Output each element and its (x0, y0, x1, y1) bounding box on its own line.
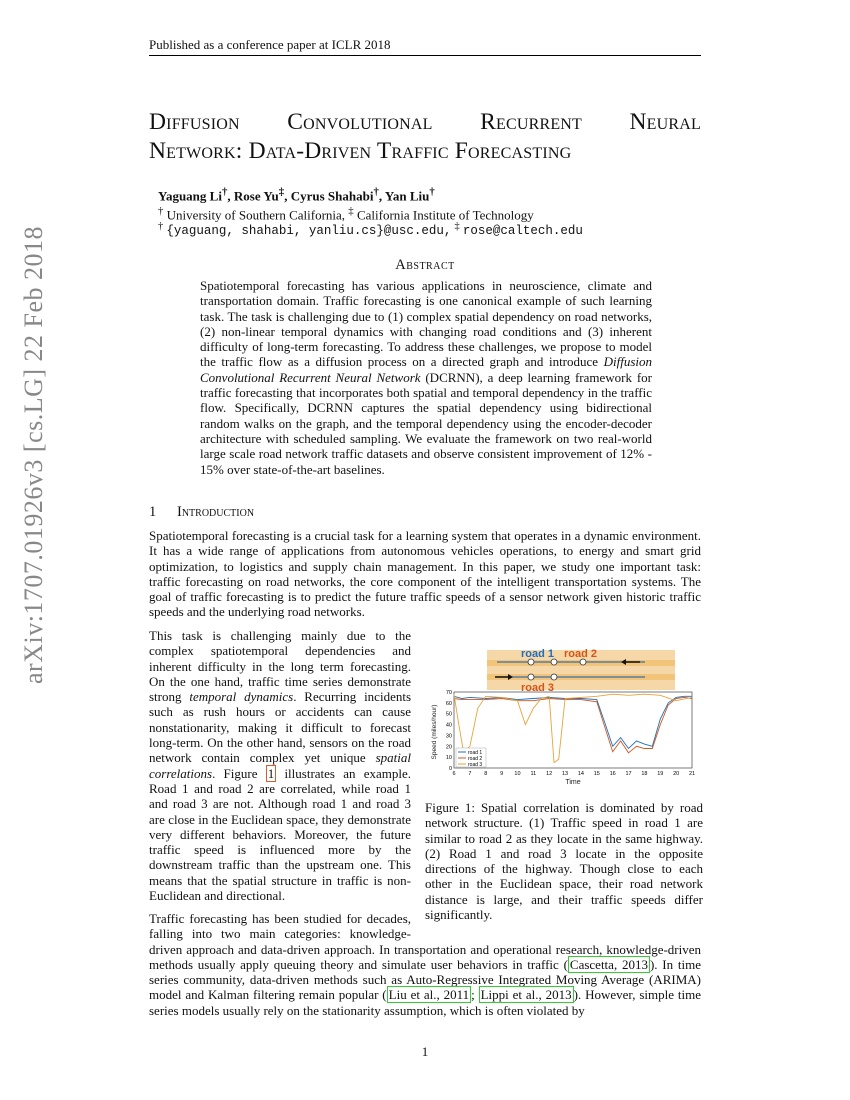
cite-author: Liu et al. (388, 987, 437, 1003)
section-title: Introduction (177, 504, 255, 520)
author-name: Yan Liu (384, 188, 430, 204)
affiliation-caltech: California Institute of Technology (356, 207, 534, 223)
email-caltech: rose@caltech.edu (462, 224, 583, 239)
intro-paragraph-1: Spatiotemporal forecasting is a crucial task for a learning system that operates in a dynamic environment. It has a wide range of applications from autonomous vehicles operations, to energy and smart grid optimization, to logistics and supply chain management. In this paper, we study one important task: traffic forecasting on road networks, the core component of the intelligent transportation systems. The goal of traffic forecasting is to predict the future traffic speeds of a sensor network given historic traffic speeds and the underlying road networks. (149, 528, 701, 620)
legend-label-road3: road 3 (468, 762, 483, 768)
series-line-road3 (454, 694, 692, 762)
series-line-road1 (454, 696, 692, 748)
plot-frame (454, 692, 692, 768)
sensor-node (551, 674, 557, 680)
y-tick-label: 40 (445, 722, 452, 729)
paragraph-part: ). In time series community, data-driven methods such as Auto-Regressive Integrated Moving Average (ARIMA) model and Kalman filtering remain popular ( (149, 956, 702, 1003)
legend-label-road1: road 1 (468, 750, 483, 756)
x-tick-label: 15 (593, 771, 600, 777)
running-header: Published as a conference paper at ICLR 2018 (149, 37, 391, 52)
road1-label: road 1 (521, 648, 555, 660)
abstract-text (200, 278, 652, 477)
citation-link[interactable]: Lippi et al., 2013 (480, 987, 572, 1003)
x-tick-label: 18 (641, 771, 648, 777)
figure-1-graphic (425, 640, 703, 795)
email-usc: {yaguang, shahabi, yanliu.cs}@usc.edu, (166, 224, 452, 239)
x-tick-label: 10 (514, 771, 521, 777)
paper-title (149, 108, 709, 166)
model-name: Diffusion Convolutional Recurrent Neural Network (200, 354, 652, 385)
author-name: Cyrus Shahabi (290, 188, 374, 204)
title-word: Recurrent (480, 109, 583, 135)
affil-mark: ‡ (278, 186, 285, 198)
series-line-road2 (454, 697, 692, 752)
title-word: Diffusion (149, 109, 240, 135)
figure-ref-link[interactable]: 1 (267, 765, 275, 781)
legend-label-road2: road 2 (468, 756, 483, 762)
x-tick-label: 12 (546, 771, 553, 777)
y-tick-label: 60 (445, 700, 452, 707)
x-axis-label: Time (565, 779, 581, 786)
x-tick-label: 6 (452, 771, 456, 777)
affil-mark: † (429, 186, 435, 198)
citation-link[interactable]: Liu et al., 2011 (388, 987, 470, 1003)
figure-1 (425, 640, 703, 795)
y-axis-label: Speed (miles/hour) (431, 704, 438, 760)
x-tick-label: 17 (625, 771, 632, 777)
y-tick-label: 20 (445, 744, 452, 751)
header-rule (149, 55, 701, 56)
cite-year: 2013 (621, 956, 648, 972)
x-tick-label: 7 (468, 771, 472, 777)
paragraph-part: illustrates an example. Road 1 and road 2 are correlated, while road 1 and road 3 are not. Although road 1 and road 3 are close in the Euclidean space, they demonstrate very different behaviors. Moreover, the future traffic speed is influenced more by the downstream traffic than the upstream one. This means that the spatial structure in traffic is non-Euclidean and directional. (149, 765, 411, 904)
author-name: Yaguang Li (158, 188, 222, 204)
y-tick-label: 30 (445, 733, 452, 740)
abstract-heading: Abstract (395, 257, 455, 273)
title-word: Neural (629, 109, 701, 135)
affil-mark: ‡ (454, 221, 460, 232)
y-tick-label: 0 (448, 766, 452, 772)
paragraph-part: . Figure (212, 765, 266, 781)
x-tick-label: 9 (500, 771, 504, 777)
road3-label: road 3 (521, 682, 555, 694)
abstract-part: Spatiotemporal forecasting has various applications in neuroscience, climate and transportation domain. Traffic forecasting is one canonical example of such learning task. The task is challenging due to (1) complex spatial dependency on road networks, (2) non-linear temporal dynamics with changing road conditions and (3) inherent difficulty of long-term forecasting. To address these challenges, we propose to model the traffic flow as a diffusion process on a directed graph and introduce (200, 278, 652, 370)
y-tick-label: 70 (445, 690, 452, 696)
affil-mark: † (221, 186, 228, 198)
affil-mark: ‡ (348, 205, 354, 217)
title-word: Convolutional (287, 109, 433, 135)
author-list: Yaguang Li†, Rose Yu‡, Cyrus Shahabi†, Yan Liu† (158, 186, 435, 204)
paragraph-part: ). However, simple time series models usually rely on the stationarity assumption, which is often violated by (149, 987, 701, 1018)
road2-label: road 2 (564, 648, 598, 660)
title-line-1 (149, 108, 701, 137)
intro-paragraph-3: Traffic forecasting has been studied for decades, falling into two main categories: knowledge- driven approach and data-driven approach. In transportation and operational research, knowledge-driven methods usually apply queuing theory and simulate user behaviors in traffic ( Cascetta, 2013 ). In time series community, data-driven methods such as Auto-Regressive Integrated Moving Average (ARIMA) model and Kalman filtering remain popular ( Liu et al., 2011 ; Lippi et al., 2013 ). However, simple time series models usually rely on the stationarity assumption, which is often violated by (149, 911, 702, 1018)
citation-link[interactable]: Cascetta, 2013 (569, 956, 648, 972)
paragraph-part: . Recurring incidents such as rush hours or accidents can cause nonstationarity, making it difficult to forecast long-term. On the other hand, sensors on the road network contain complex yet unique (149, 689, 412, 766)
affil-mark: † (158, 205, 164, 217)
paragraph-part: This task is challenging mainly due to the complex spatiotemporal dependencies and inherent difficulty in the long term forecasting. On the one hand, traffic time series demonstrate strong (149, 628, 411, 705)
x-tick-label: 16 (609, 771, 616, 777)
y-tick-label: 10 (445, 755, 452, 762)
x-tick-label: 19 (657, 771, 664, 777)
intro-paragraph-2 (149, 628, 411, 903)
page-number: 1 (421, 1044, 429, 1059)
affiliation-usc: University of Southern California, (166, 207, 346, 223)
affil-mark: † (158, 221, 164, 232)
paragraph-lead-lines (149, 911, 411, 942)
title-line-2: Network: Data-Driven Traffic Forecasting (149, 138, 572, 164)
emphasis: temporal dynamics (189, 689, 294, 705)
emphasis: spatial correlations (149, 750, 411, 781)
cite-year: 2013 (545, 987, 572, 1003)
affil-mark: † (373, 186, 379, 198)
cite-author: Lippi et al. (480, 987, 539, 1003)
y-tick-label: 50 (445, 711, 452, 718)
paragraph-part: driven approach and data-driven approach. In transportation and operational research, knowledge-driven methods usually apply queuing theory and simulate user behaviors in traffic ( (149, 941, 701, 972)
cite-year: 2011 (443, 987, 470, 1003)
sensor-node (528, 674, 534, 680)
x-tick-label: 21 (688, 771, 696, 777)
x-tick-label: 20 (673, 771, 680, 777)
arxiv-stamp: arXiv:1707.01926v3 [cs.LG] 22 Feb 2018 (19, 225, 48, 684)
paragraph-line: falling into two main categories: knowledge- (149, 926, 411, 942)
x-tick-label: 14 (577, 771, 584, 777)
section-number: 1 (149, 504, 157, 520)
section-heading (149, 504, 254, 521)
author-emails (158, 221, 583, 238)
cite-author: Cascetta (569, 956, 614, 972)
x-tick-label: 8 (484, 771, 488, 777)
paragraph-line: Traffic forecasting has been studied for decades, (149, 911, 411, 926)
x-tick-label: 13 (562, 771, 569, 777)
x-tick-label: 11 (530, 771, 537, 777)
author-name: Rose Yu (233, 188, 279, 204)
abstract-part: (DCRNN), a deep learning framework for traffic forecasting that incorporates both spatial and temporal dependency in the traffic flow. Specifically, DCRNN captures the spatial dependency using bidirectional random walks on the graph, and the temporal dependency using the encoder-decoder architecture with scheduled sampling. We evaluate the framework on two real-world large scale road network traffic datasets and observe consistent improvement of 12% - 15% over state-of-the-art baselines. (200, 369, 652, 477)
figure-1-caption: Figure 1: Spatial correlation is dominated by road network structure. (1) Traffic speed in road 1 are similar to road 2 as they locate in the same highway. (2) Road 1 and road 3 locate in the opposite directions of the highway. Though close to each other in the Euclidean space, their road network distance is large, and their traffic speeds differ significantly. (425, 800, 703, 923)
